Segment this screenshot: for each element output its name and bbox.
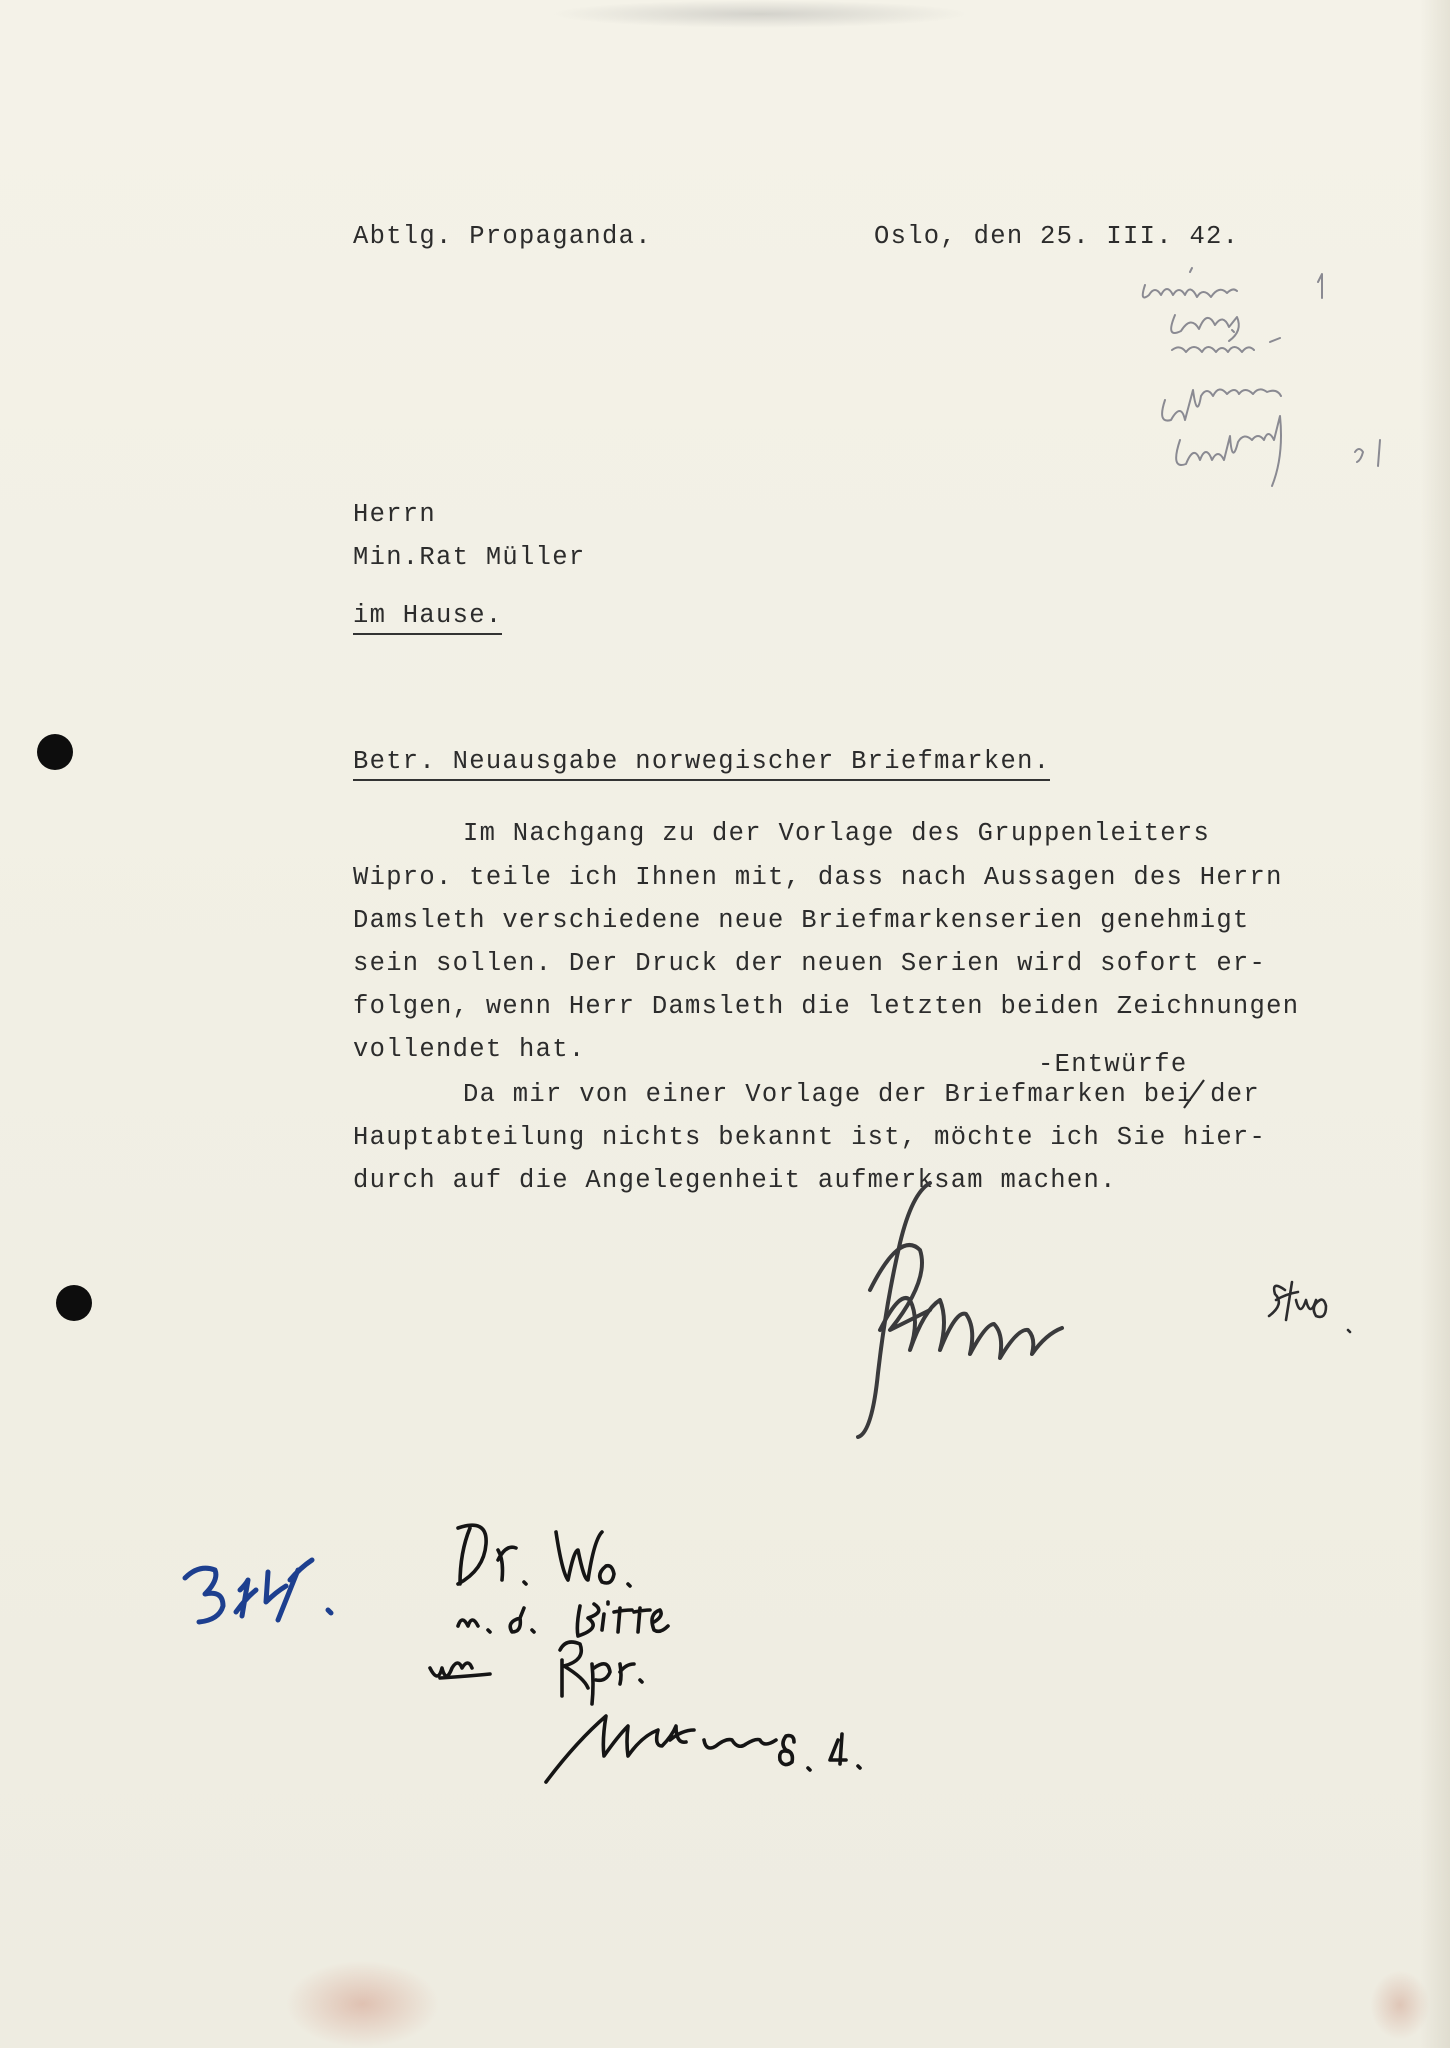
body-line-1: Im Nachgang zu der Vorlage des Gruppenleiters [463, 819, 1211, 848]
letter-sender: Abtlg. Propaganda. [353, 222, 652, 251]
typed-insertion: -Entwürfe [1038, 1050, 1188, 1079]
letter-salutation: Herrn [353, 500, 437, 529]
signature [858, 1183, 1062, 1437]
letter-subject-text: Betr. Neuausgabe norwegischer Briefmarken. [353, 747, 1050, 781]
body-line-6: vollendet hat. [353, 1035, 586, 1064]
letter-location-text: im Hause. [353, 601, 502, 635]
letter-recipient: Min.Rat Müller [353, 543, 586, 572]
body-line-5: folgen, wenn Herr Damsleth die letzten beiden Zeichnungen [353, 992, 1300, 1021]
blue-note [185, 1560, 331, 1622]
body-line-9: durch auf die Angelegenheit aufmerksam machen. [353, 1166, 1117, 1195]
body-line-8: Hauptabteilung nichts bekannt ist, möchte ich Sie hier- [353, 1123, 1267, 1152]
body-line-4: sein sollen. Der Druck der neuen Serien wird sofort er- [353, 949, 1267, 978]
body-line-7: Da mir von einer Vorlage der Briefmarken bei der [463, 1080, 1260, 1109]
body-line-3: Damsleth verschiedene neue Briefmarkenserien genehmigt [353, 906, 1250, 935]
pencil-margin-note [1143, 268, 1380, 486]
signature-note [1269, 1282, 1350, 1332]
ink-note [430, 1525, 860, 1782]
letter-dateline: Oslo, den 25. III. 42. [874, 222, 1240, 251]
body-line-2: Wipro. teile ich Ihnen mit, dass nach Aussagen des Herrn [353, 863, 1283, 892]
